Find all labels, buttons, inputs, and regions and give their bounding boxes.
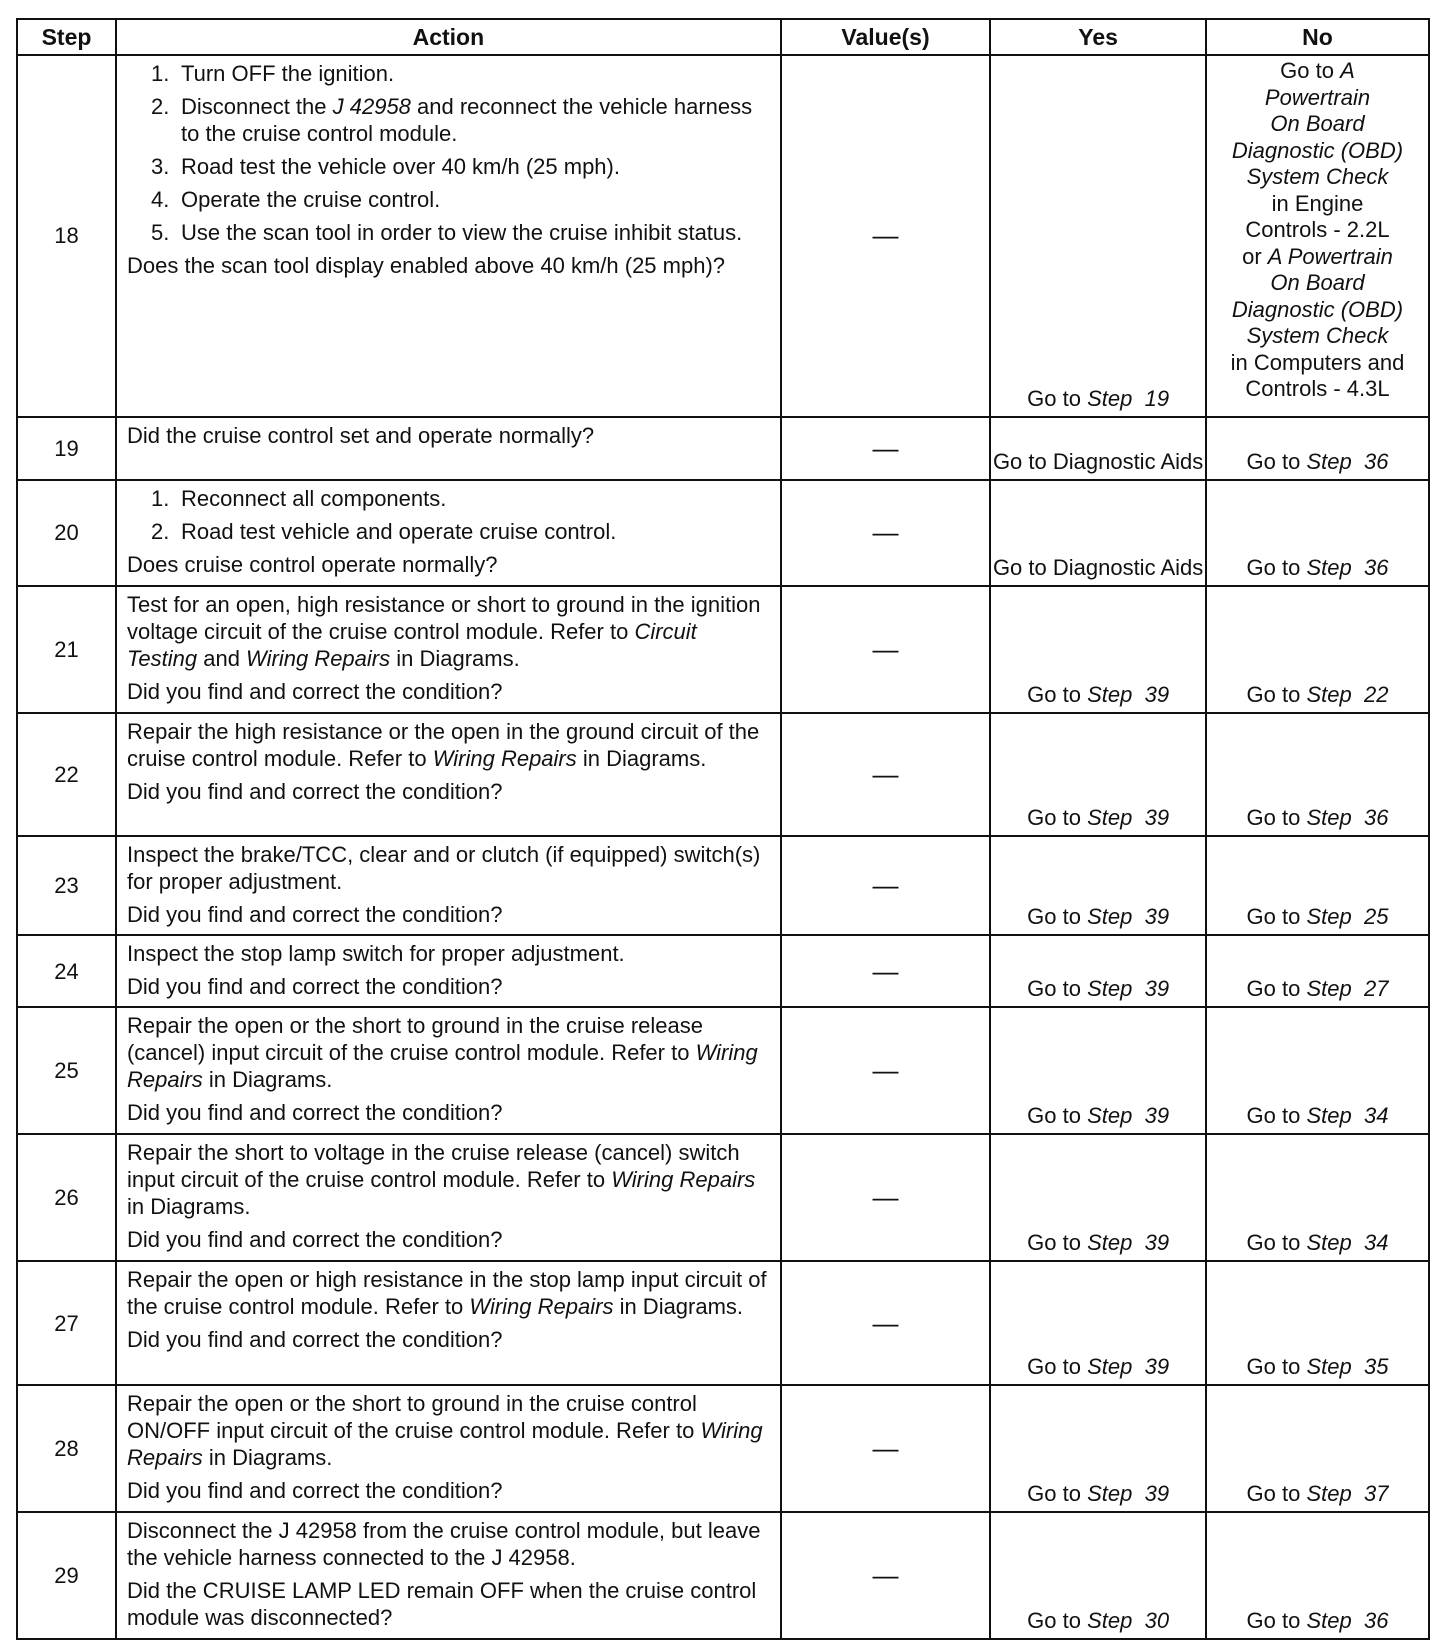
no-goto-line: [1207, 58, 1428, 85]
header-action: Action: [116, 19, 781, 55]
yes-goto: Go to: [1027, 1103, 1081, 1129]
value-cell: —: [781, 1134, 990, 1261]
action-text: [127, 718, 770, 772]
yes-goto: Go to: [1027, 976, 1081, 1002]
no-goto: Go to: [1246, 1353, 1301, 1379]
no-step-number: 34: [1363, 1230, 1389, 1256]
no-goto: Go to: [1246, 681, 1301, 707]
yes-cell: [990, 1512, 1206, 1639]
no-goto-text: in Engine: [1271, 190, 1364, 216]
no-cell: [1206, 935, 1429, 1007]
action-text: [127, 1266, 770, 1320]
yes-step-number: 30: [1144, 1608, 1170, 1633]
yes-cell: [990, 713, 1206, 836]
action-text: [127, 841, 770, 895]
no-goto-reference: System Check: [1246, 323, 1389, 348]
yes-step-word: Step: [1087, 1353, 1133, 1379]
yes-goto: Go to: [1027, 1608, 1081, 1633]
no-goto-text: or: [1242, 243, 1268, 269]
step-number: 22: [17, 713, 116, 836]
no-goto-text: Controls - 2.2L: [1245, 217, 1390, 242]
yes-goto-text: Go to Diagnostic Aids: [992, 449, 1204, 475]
action-steps-list: [127, 60, 770, 246]
yes-cell: [990, 1134, 1206, 1261]
action-step-text: Reconnect all components.: [180, 486, 447, 512]
step-number: 19: [17, 417, 116, 481]
action-text-segment: Repair the short to voltage in the cruise release (cancel) switch input circuit of the cruise control module. Refer to: [126, 1140, 740, 1193]
no-cell: [1206, 480, 1429, 586]
action-step-item: [151, 153, 770, 180]
action-text: [127, 1517, 770, 1571]
action-text-segment: in Diagrams.: [576, 745, 707, 771]
no-goto: Go to: [1246, 1103, 1301, 1129]
no-step-number: 36: [1363, 1608, 1389, 1633]
action-text-segment: Repair the open or the short to ground in the cruise release (cancel) input circuit of the cruise control module. Refer to: [126, 1013, 704, 1066]
no-goto-reference: A Powertrain: [1267, 243, 1393, 269]
action-steps-list: [127, 485, 770, 545]
action-step-text: Turn OFF the ignition.: [180, 61, 395, 86]
action-step-num: 5.: [150, 220, 170, 245]
action-text: [127, 1390, 770, 1471]
action-text-segment: in Diagrams.: [202, 1444, 333, 1470]
no-step-word: Step: [1306, 904, 1352, 930]
no-step-word: Step: [1306, 976, 1352, 1002]
table-row: [17, 480, 1429, 586]
action-step-text: Disconnect the: [180, 94, 333, 119]
table-row: [17, 55, 1429, 417]
action-text-segment: Test for an open, high resistance or short to ground in the ignition voltage circuit of the cruise control module. Refer to: [126, 591, 761, 644]
action-text: [127, 940, 770, 967]
header-yes: Yes: [990, 19, 1206, 55]
yes-goto: Go to: [1027, 904, 1081, 930]
action-text-segment: in Diagrams.: [126, 1194, 251, 1220]
yes-cell: [990, 836, 1206, 935]
action-text-segment: Disconnect the J 42958 from the cruise control module, but leave the vehicle harness connected to the J 42958.: [126, 1517, 761, 1570]
action-step-num: 2.: [150, 519, 170, 545]
yes-step-word: Step: [1087, 385, 1133, 411]
action-step-num: 3.: [150, 154, 170, 179]
no-goto-line: [1207, 244, 1428, 271]
action-cell: [116, 480, 781, 586]
action-step-text: Road test vehicle and operate cruise control.: [180, 519, 617, 545]
yes-cell: [990, 586, 1206, 713]
action-question: Did you find and correct the condition?: [126, 1100, 503, 1126]
table-row: [17, 935, 1429, 1007]
no-goto: Go to: [1246, 1480, 1301, 1506]
value-cell: —: [781, 1385, 990, 1512]
action-text-segment: Repair the high resistance or the open in the ground circuit of the cruise control module. Refer to: [126, 718, 760, 771]
table-row: [17, 1134, 1429, 1261]
header-values: Value(s): [781, 19, 990, 55]
yes-step-word: Step: [1087, 904, 1133, 930]
table-row: [17, 417, 1429, 481]
yes-step-word: Step: [1087, 681, 1133, 707]
no-step-word: Step: [1306, 1480, 1352, 1506]
no-goto-reference: System Check: [1246, 164, 1389, 189]
no-goto: Go to: [1246, 554, 1301, 580]
action-text-segment: Inspect the brake/TCC, clear and or clutch (if equipped) switch(s) for proper adjustment.: [126, 841, 761, 894]
yes-cell: [990, 935, 1206, 1007]
value-cell: —: [781, 836, 990, 935]
action-step-item: [151, 518, 770, 545]
action-step-text: Operate the cruise control.: [180, 187, 441, 212]
action-cell: [116, 417, 781, 481]
no-step-word: Step: [1306, 554, 1352, 580]
action-cell: [116, 55, 781, 417]
step-number: 28: [17, 1385, 116, 1512]
yes-goto: Go to: [1027, 1480, 1081, 1506]
action-text-segment: in Diagrams.: [390, 645, 520, 671]
no-step-number: 22: [1363, 681, 1389, 707]
yes-goto: Go to: [1027, 804, 1081, 830]
action-question: Did the CRUISE LAMP LED remain OFF when the cruise control module was disconnected?: [126, 1577, 757, 1630]
action-text-segment: in Diagrams.: [202, 1067, 333, 1093]
table-row: [17, 1007, 1429, 1134]
action-cell: [116, 1134, 781, 1261]
no-step-word: Step: [1306, 681, 1352, 707]
no-step-number: 34: [1363, 1103, 1389, 1129]
yes-step-word: Step: [1087, 1608, 1133, 1633]
yes-goto: Go to: [1027, 1353, 1081, 1379]
yes-goto: Go to: [1027, 1230, 1081, 1256]
yes-step-word: Step: [1087, 804, 1133, 830]
yes-step-number: 39: [1144, 1103, 1170, 1129]
yes-step-number: 19: [1144, 385, 1170, 411]
yes-cell: [990, 1007, 1206, 1134]
table-row: [17, 1385, 1429, 1512]
yes-cell: [990, 417, 1206, 481]
action-step-item: [151, 93, 770, 147]
no-goto-line: [1207, 323, 1428, 350]
action-question: Did you find and correct the condition?: [126, 974, 503, 1000]
step-number: 27: [17, 1261, 116, 1384]
reference-link-text: Wiring Repairs: [126, 1040, 758, 1093]
no-goto-line: [1207, 191, 1428, 218]
header-step: Step: [17, 19, 116, 55]
value-cell: —: [781, 55, 990, 417]
action-step-text: Road test the vehicle over 40 km/h (25 mph).: [180, 154, 620, 179]
no-goto-text: in Computers and: [1230, 349, 1405, 375]
action-question: Did you find and correct the condition?: [126, 778, 503, 804]
no-goto-line: [1207, 297, 1428, 324]
table-row: [17, 586, 1429, 713]
table-body: [17, 55, 1429, 1639]
step-number: 21: [17, 586, 116, 713]
yes-goto: Go to: [1027, 385, 1081, 411]
value-cell: —: [781, 1261, 990, 1384]
yes-step-word: Step: [1087, 976, 1133, 1002]
yes-step-number: 39: [1144, 976, 1170, 1002]
no-cell: [1206, 1385, 1429, 1512]
value-cell: —: [781, 713, 990, 836]
no-goto: Go to: [1246, 1608, 1301, 1633]
no-goto-line: [1207, 217, 1428, 244]
table-row: [17, 836, 1429, 935]
no-goto-line: [1207, 164, 1428, 191]
no-goto-reference: Powertrain: [1264, 84, 1371, 110]
no-goto-text: Go to: [1280, 58, 1341, 83]
step-number: 24: [17, 935, 116, 1007]
reference-link-text: Wiring Repairs: [246, 645, 391, 671]
no-goto-reference: Diagnostic (OBD): [1231, 296, 1404, 322]
no-cell: [1206, 1007, 1429, 1134]
no-step-word: Step: [1306, 1608, 1352, 1633]
yes-step-number: 39: [1144, 1480, 1170, 1506]
step-number: 29: [17, 1512, 116, 1639]
action-text-segment: in Diagrams.: [613, 1294, 744, 1320]
action-step-text: and reconnect the vehicle harness to the cruise control module.: [180, 94, 753, 146]
reference-link-text: Wiring Repairs: [469, 1294, 614, 1320]
no-goto-line: [1207, 85, 1428, 112]
no-goto: Go to: [1246, 904, 1301, 930]
no-step-number: 36: [1363, 804, 1389, 830]
step-number: 18: [17, 55, 116, 417]
no-step-word: Step: [1306, 1353, 1352, 1379]
action-question: Does the scan tool display enabled above 40 km/h (25 mph)?: [126, 253, 726, 278]
step-number: 25: [17, 1007, 116, 1134]
no-cell: [1206, 586, 1429, 713]
action-cell: [116, 1512, 781, 1639]
reference-link-text: Wiring Repairs: [126, 1417, 763, 1470]
no-goto-reference: Diagnostic (OBD): [1231, 137, 1404, 163]
yes-step-number: 39: [1144, 681, 1170, 707]
table-row: [17, 1261, 1429, 1384]
no-cell: [1206, 713, 1429, 836]
yes-step-number: 39: [1144, 804, 1170, 830]
table-header-row: [17, 19, 1429, 55]
action-question: Did you find and correct the condition?: [126, 901, 503, 927]
no-goto: Go to: [1246, 804, 1301, 830]
no-cell: [1206, 836, 1429, 935]
action-step-item: [151, 219, 770, 246]
action-text: [127, 591, 770, 672]
yes-step-word: Step: [1087, 1103, 1133, 1129]
no-cell: [1206, 417, 1429, 481]
step-number: 20: [17, 480, 116, 586]
no-goto-line: [1207, 111, 1428, 138]
action-text: [127, 1012, 770, 1093]
yes-step-number: 39: [1144, 1230, 1170, 1256]
action-step-text: Use the scan tool in order to view the cruise inhibit status.: [180, 220, 743, 245]
no-goto: Go to: [1246, 976, 1301, 1002]
reference-link-text: Wiring Repairs: [611, 1167, 756, 1193]
no-cell: [1206, 1261, 1429, 1384]
no-goto-reference: A: [1340, 58, 1355, 83]
action-cell: [116, 586, 781, 713]
action-step-item: [151, 186, 770, 213]
yes-step-word: Step: [1087, 1230, 1133, 1256]
no-cell: [1206, 1512, 1429, 1639]
action-step-reference: J 42958: [332, 94, 411, 119]
no-step-number: 37: [1363, 1480, 1389, 1506]
yes-step-number: 39: [1144, 904, 1170, 930]
action-text: [127, 1139, 770, 1220]
action-question: Did you find and correct the condition?: [126, 1477, 503, 1503]
no-step-word: Step: [1306, 449, 1352, 475]
action-question: Did the cruise control set and operate normally?: [126, 422, 595, 448]
value-cell: —: [781, 586, 990, 713]
action-step-item: [151, 60, 770, 87]
action-cell: [116, 1261, 781, 1384]
action-text-segment: and: [197, 645, 247, 671]
table-row: [17, 713, 1429, 836]
action-question: Did you find and correct the condition?: [126, 1327, 503, 1353]
no-goto-line: [1207, 138, 1428, 165]
yes-step-word: Step: [1087, 1480, 1133, 1506]
yes-cell: [990, 480, 1206, 586]
action-question: Does cruise control operate normally?: [126, 552, 498, 578]
no-step-number: 36: [1363, 554, 1389, 580]
action-question: Did you find and correct the condition?: [126, 1227, 503, 1253]
no-step-number: 35: [1363, 1353, 1389, 1379]
no-step-number: 25: [1363, 904, 1389, 930]
no-cell: [1206, 55, 1429, 417]
yes-goto: Go to: [1027, 681, 1081, 707]
no-goto-text: Controls - 4.3L: [1245, 376, 1390, 401]
value-cell: —: [781, 935, 990, 1007]
action-text-segment: Inspect the stop lamp switch for proper adjustment.: [126, 941, 625, 967]
no-step-word: Step: [1306, 1230, 1352, 1256]
header-no: No: [1206, 19, 1429, 55]
action-step-num: 4.: [150, 187, 170, 212]
no-goto-reference: On Board: [1270, 270, 1365, 295]
reference-link-text: Wiring Repairs: [432, 745, 577, 771]
no-step-word: Step: [1306, 1103, 1352, 1129]
yes-cell: [990, 1261, 1206, 1384]
value-cell: —: [781, 480, 990, 586]
no-step-number: 36: [1363, 449, 1389, 475]
value-cell: —: [781, 417, 990, 481]
action-step-num: 2.: [150, 94, 170, 119]
step-number: 23: [17, 836, 116, 935]
action-cell: [116, 935, 781, 1007]
yes-cell: [990, 1385, 1206, 1512]
no-cell: [1206, 1134, 1429, 1261]
no-goto-line: [1207, 350, 1428, 377]
action-step-item: [151, 485, 770, 512]
table-row: [17, 1512, 1429, 1639]
action-question: Did you find and correct the condition?: [126, 678, 503, 704]
action-text-segment: Repair the open or high resistance in the stop lamp input circuit of the cruise control module. Refer to: [126, 1267, 767, 1320]
diagnostic-table: [16, 18, 1430, 1640]
yes-step-number: 39: [1144, 1353, 1170, 1379]
no-goto-line: [1207, 376, 1428, 403]
value-cell: —: [781, 1512, 990, 1639]
yes-goto-text: Go to Diagnostic Aids: [992, 554, 1204, 580]
no-step-word: Step: [1306, 804, 1352, 830]
value-cell: —: [781, 1007, 990, 1134]
action-cell: [116, 836, 781, 935]
no-step-number: 27: [1363, 976, 1389, 1002]
no-goto: Go to: [1246, 449, 1301, 475]
action-text-segment: Repair the open or the short to ground in the cruise control ON/OFF input circuit of the cruise control module. Refer to: [126, 1390, 701, 1443]
action-cell: [116, 713, 781, 836]
action-step-num: 1.: [150, 486, 170, 512]
no-goto-line: [1207, 270, 1428, 297]
action-cell: [116, 1007, 781, 1134]
action-cell: [116, 1385, 781, 1512]
action-step-num: 1.: [150, 61, 170, 86]
reference-link-text: Circuit Testing: [126, 618, 697, 671]
step-number: 26: [17, 1134, 116, 1261]
no-goto-reference: On Board: [1270, 111, 1365, 136]
no-goto: Go to: [1246, 1230, 1301, 1256]
yes-cell: [990, 55, 1206, 417]
